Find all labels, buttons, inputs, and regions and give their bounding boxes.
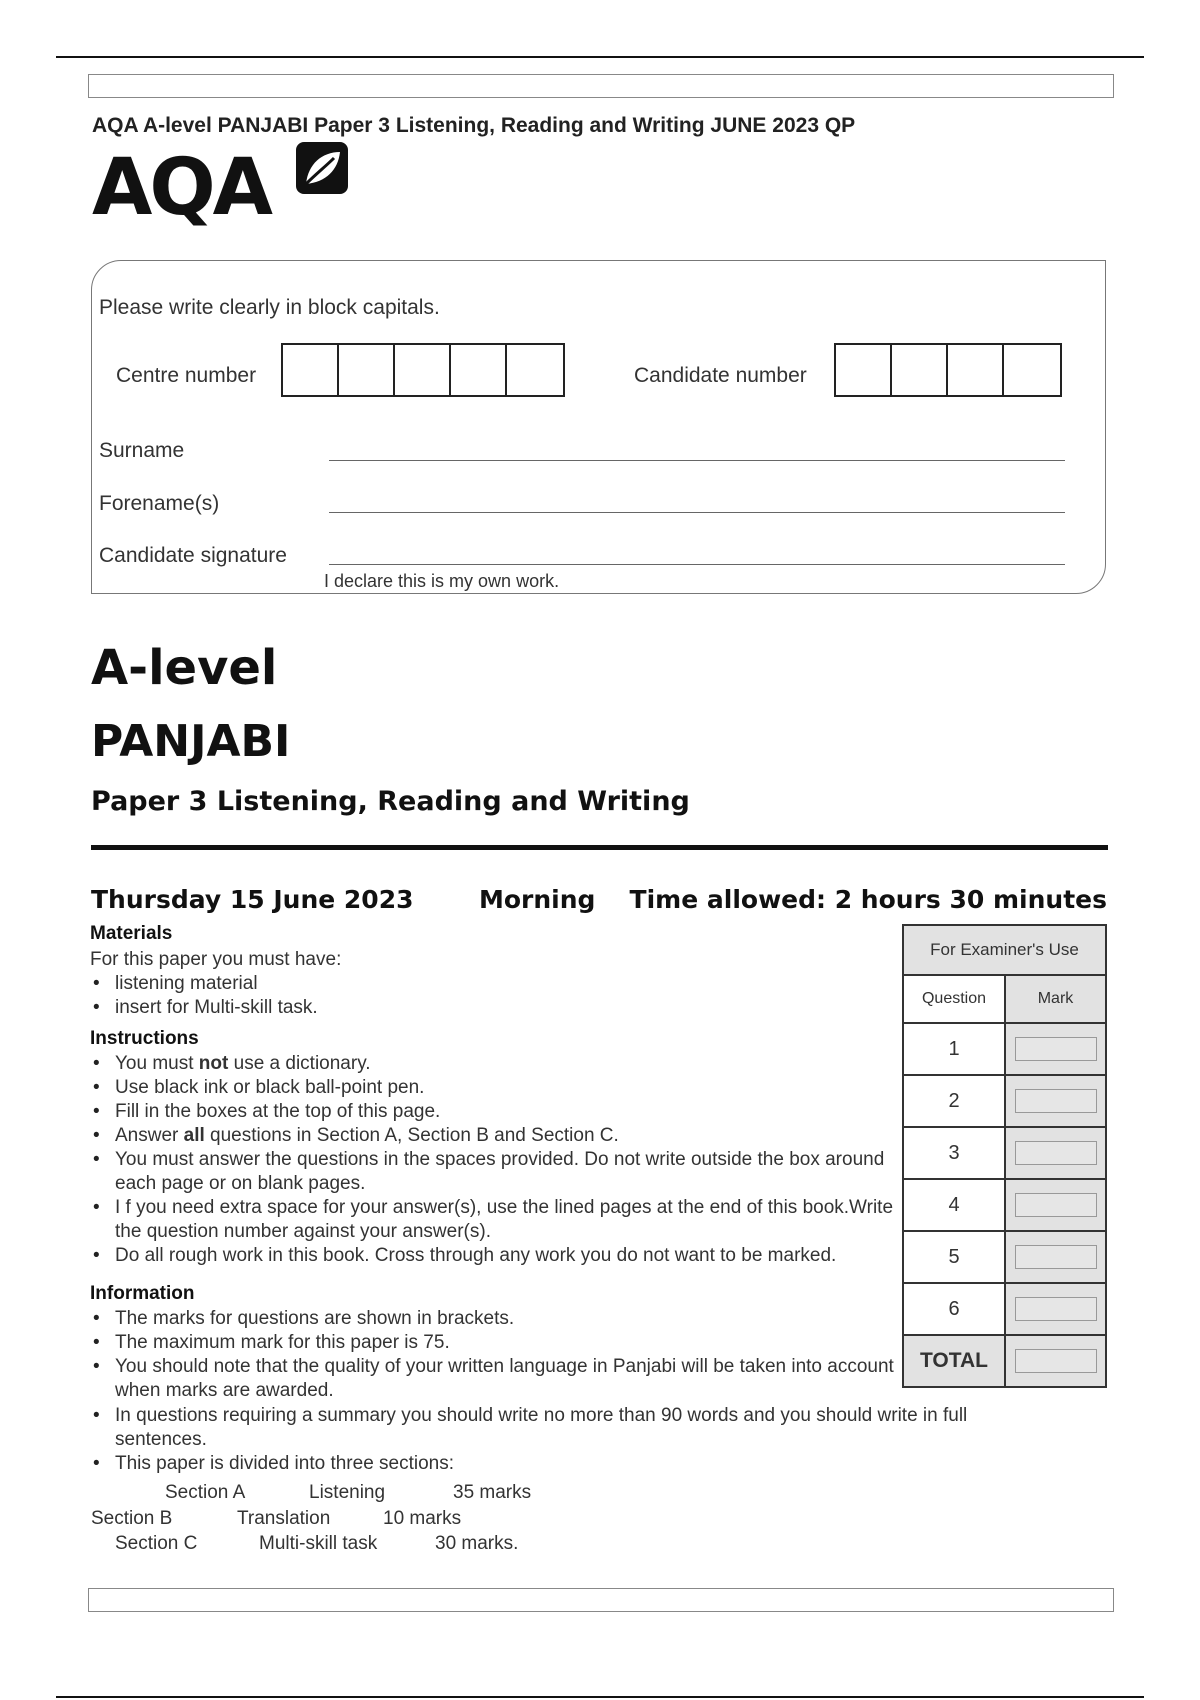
- table-row: [903, 1075, 1106, 1127]
- table-row: [903, 1231, 1106, 1283]
- paper-title: Paper 3 Listening, Reading and Writing: [91, 786, 690, 817]
- top-rule: [56, 56, 1144, 58]
- instruction-emphasis: not: [198, 1053, 229, 1074]
- candidate-number-box[interactable]: [836, 345, 892, 395]
- time-allowed: Time allowed: 2 hours 30 minutes: [629, 885, 1107, 914]
- title-divider: [91, 845, 1108, 850]
- logo-text: AQA: [92, 143, 271, 233]
- list-item: • This paper is divided into three sections:: [90, 1452, 1030, 1476]
- table-row: [903, 1283, 1106, 1335]
- mark-box[interactable]: [1015, 1089, 1097, 1113]
- section-name: Section B: [91, 1508, 173, 1529]
- table-row: [903, 1179, 1106, 1231]
- list-item: • In questions requiring a summary you should write no more than 90 words and you should write in full sentences.: [90, 1404, 1030, 1452]
- centre-number-box[interactable]: [451, 345, 507, 395]
- bottom-rule: [56, 1696, 1144, 1698]
- header-frame: [88, 74, 1114, 98]
- list-item: • listening material: [90, 972, 890, 996]
- materials-list: [90, 972, 890, 1020]
- aqa-leaf-icon: [294, 140, 350, 196]
- section-row: [91, 1507, 461, 1531]
- surname-field[interactable]: [329, 460, 1065, 461]
- section-row: [115, 1532, 518, 1556]
- centre-number-box[interactable]: [395, 345, 451, 395]
- mark-cell[interactable]: [1005, 1283, 1106, 1335]
- forenames-label: Forename(s): [99, 492, 220, 515]
- centre-number-box[interactable]: [507, 345, 563, 395]
- mark-cell[interactable]: [1005, 1023, 1106, 1075]
- instructions-list: [90, 1052, 900, 1268]
- table-row: [903, 1335, 1106, 1387]
- section-skill: Listening: [309, 1482, 386, 1503]
- list-item: • Do all rough work in this book. Cross through any work you do not want to be marked.: [90, 1244, 900, 1268]
- table-row: [903, 1127, 1106, 1179]
- exam-session: Morning: [479, 885, 596, 914]
- materials-intro: For this paper you must have:: [90, 949, 342, 970]
- information-list: [90, 1307, 900, 1403]
- question-number: 4: [903, 1179, 1005, 1231]
- materials-heading: Materials: [90, 923, 173, 944]
- instruction-text: questions in Section A, Section B and Section C.: [204, 1125, 619, 1146]
- list-item: • You must answer the questions in the spaces provided. Do not write outside the box around each page or on blank pages.: [90, 1148, 900, 1196]
- instructions-heading: Instructions: [90, 1028, 199, 1049]
- section-marks: 35 marks: [453, 1482, 532, 1503]
- instruction-text: You must: [115, 1053, 199, 1074]
- mark-cell[interactable]: [1005, 1231, 1106, 1283]
- information-heading: Information: [90, 1283, 195, 1304]
- candidate-number-box[interactable]: [1004, 345, 1060, 395]
- mark-box[interactable]: [1015, 1297, 1097, 1321]
- list-item: [90, 1052, 900, 1076]
- list-item: • Use black ink or black ball-point pen.: [90, 1076, 900, 1100]
- block-capitals-instruction: Please write clearly in block capitals.: [99, 296, 440, 319]
- question-number: 2: [903, 1075, 1005, 1127]
- footer-frame: [88, 1588, 1114, 1612]
- subject-title: PANJABI: [91, 716, 291, 767]
- instruction-emphasis: all: [183, 1125, 205, 1146]
- list-item: • The maximum mark for this paper is 75.: [90, 1331, 900, 1355]
- instruction-text: use a dictionary.: [228, 1053, 371, 1074]
- mark-column-header: Mark: [1005, 975, 1106, 1023]
- total-mark-cell[interactable]: [1005, 1335, 1106, 1387]
- total-label: TOTAL: [903, 1335, 1005, 1387]
- centre-number-box[interactable]: [339, 345, 395, 395]
- total-mark-box[interactable]: [1015, 1349, 1097, 1373]
- question-number: 1: [903, 1023, 1005, 1075]
- list-item: • You should note that the quality of your written language in Panjabi will be taken into account when marks are awarded.: [90, 1355, 900, 1403]
- document-title: AQA A-level PANJABI Paper 3 Listening, Reading and Writing JUNE 2023 QP: [92, 114, 856, 137]
- candidate-number-boxes[interactable]: [834, 343, 1062, 397]
- list-item: • I f you need extra space for your answer(s), use the lined pages at the end of this book.Write the question number against your answer(s).: [90, 1196, 900, 1244]
- section-name: Section A: [165, 1482, 246, 1503]
- question-column-header: Question: [903, 975, 1005, 1023]
- section-marks: 30 marks.: [435, 1533, 519, 1554]
- centre-number-boxes[interactable]: [281, 343, 565, 397]
- candidate-number-box[interactable]: [892, 345, 948, 395]
- examiners-use-table: [902, 924, 1107, 1388]
- section-marks: 10 marks: [383, 1508, 462, 1529]
- signature-label: Candidate signature: [99, 544, 287, 567]
- table-row: [903, 1023, 1106, 1075]
- centre-number-label: Centre number: [116, 364, 257, 387]
- list-item: • The marks for questions are shown in brackets.: [90, 1307, 900, 1331]
- mark-box[interactable]: [1015, 1245, 1097, 1269]
- level-title: A-level: [91, 640, 278, 696]
- list-item: • insert for Multi-skill task.: [90, 996, 890, 1020]
- list-item: [90, 1124, 900, 1148]
- mark-cell[interactable]: [1005, 1179, 1106, 1231]
- examiners-use-title: For Examiner's Use: [903, 925, 1106, 975]
- surname-label: Surname: [99, 439, 185, 462]
- section-name: Section C: [115, 1533, 198, 1554]
- forenames-field[interactable]: [329, 512, 1065, 513]
- exam-date: Thursday 15 June 2023: [91, 885, 414, 914]
- candidate-number-box[interactable]: [948, 345, 1004, 395]
- section-skill: Multi-skill task: [259, 1533, 378, 1554]
- section-skill: Translation: [237, 1508, 331, 1529]
- information-list-wide: [90, 1404, 1030, 1476]
- question-number: 6: [903, 1283, 1005, 1335]
- centre-number-box[interactable]: [283, 345, 339, 395]
- list-item: • Fill in the boxes at the top of this page.: [90, 1100, 900, 1124]
- mark-box[interactable]: [1015, 1193, 1097, 1217]
- mark-box[interactable]: [1015, 1037, 1097, 1061]
- candidate-number-label: Candidate number: [634, 364, 807, 387]
- section-row: [165, 1481, 531, 1505]
- declaration-text: I declare this is my own work.: [324, 571, 560, 591]
- instruction-text: Answer: [115, 1125, 184, 1146]
- question-number: 5: [903, 1231, 1005, 1283]
- mark-cell[interactable]: [1005, 1127, 1106, 1179]
- aqa-logo: [92, 140, 357, 235]
- mark-cell[interactable]: [1005, 1075, 1106, 1127]
- signature-field[interactable]: [329, 564, 1065, 565]
- question-number: 3: [903, 1127, 1005, 1179]
- mark-box[interactable]: [1015, 1141, 1097, 1165]
